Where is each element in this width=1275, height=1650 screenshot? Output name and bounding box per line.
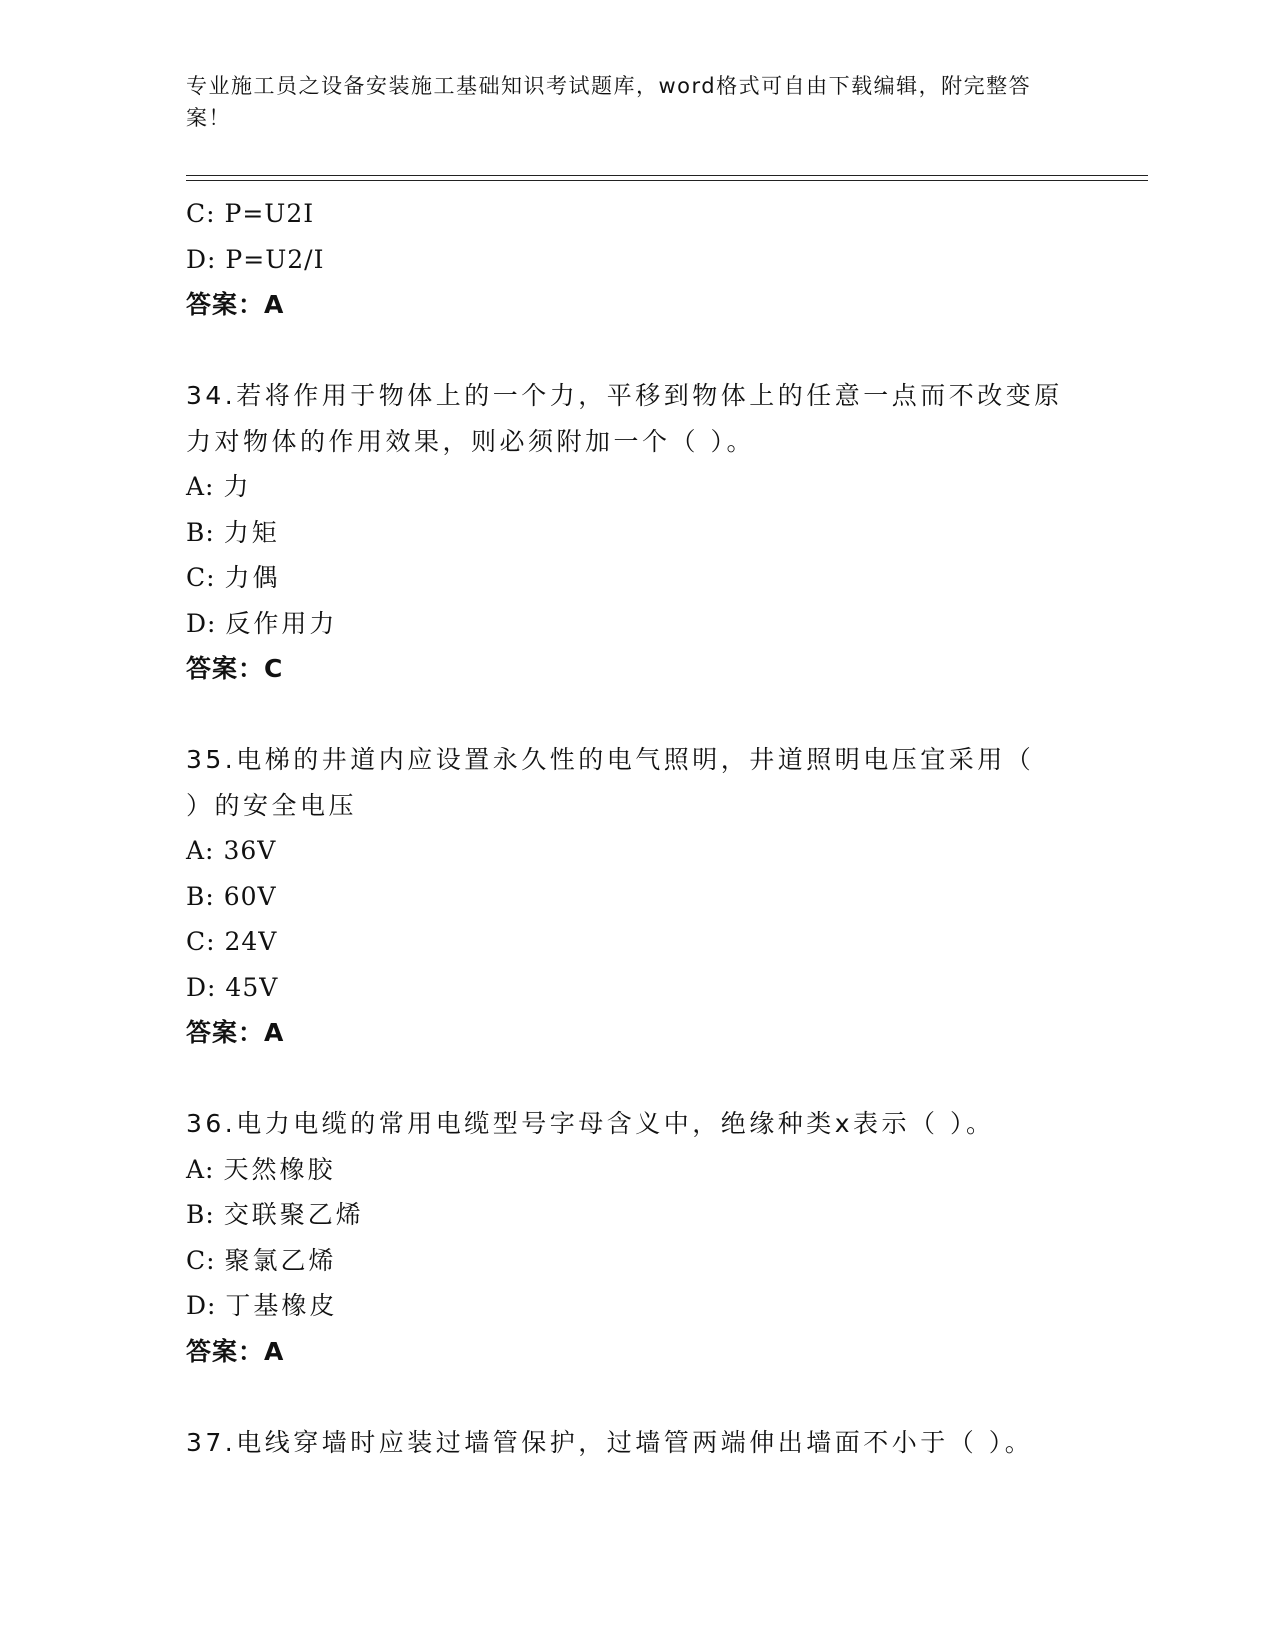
question-text: 37.电线穿墙时应装过墙管保护，过墙管两端伸出墙面不小于（ ）。 [186,1427,1034,1457]
option-d: D: P=U2/I [186,244,325,274]
option-c: C: 力偶 [186,563,281,592]
answer-line: 答案：C [186,654,284,683]
question-text: ）的安全电压 [186,790,358,820]
option-a: A: 力 [186,472,252,501]
header-divider-bottom [186,180,1148,181]
option-c: C: P=U2I [186,199,315,228]
answer-line: 答案：A [186,1018,285,1047]
question-text: 35.电梯的井道内应设置永久性的电气照明，井道照明电压宜采用（ [186,745,1035,774]
option-b: B: 60V [186,881,277,911]
option-c: C: 聚氯乙烯 [186,1245,337,1275]
option-d: D: 丁基橡皮 [186,1291,338,1320]
option-b: B: 交联聚乙烯 [186,1200,364,1229]
option-d: D: 反作用力 [186,608,338,638]
header-divider-top [186,175,1148,176]
answer-line: 答案：A [186,1336,285,1366]
document-header: 专业施工员之设备安装施工基础知识考试题库，word格式可自由下载编辑，附完整答案！ [186,74,1032,130]
option-a: A: 天然橡胶 [186,1154,336,1184]
option-d: D: 45V [186,972,279,1002]
answer-line: 答案：A [186,290,285,319]
option-b: B: 力矩 [186,517,280,547]
question-list [186,191,1086,1465]
question-text: 力对物体的作用效果，则必须附加一个（ ）。 [186,426,755,456]
option-c: C: 24V [186,927,278,956]
question-text: 34.若将作用于物体上的一个力，平移到物体上的任意一点而不改变原 [186,381,1063,410]
question-text: 36.电力电缆的常用电缆型号字母含义中，绝缘种类x表示（ ）。 [186,1109,995,1138]
option-a: A: 36V [186,836,277,865]
